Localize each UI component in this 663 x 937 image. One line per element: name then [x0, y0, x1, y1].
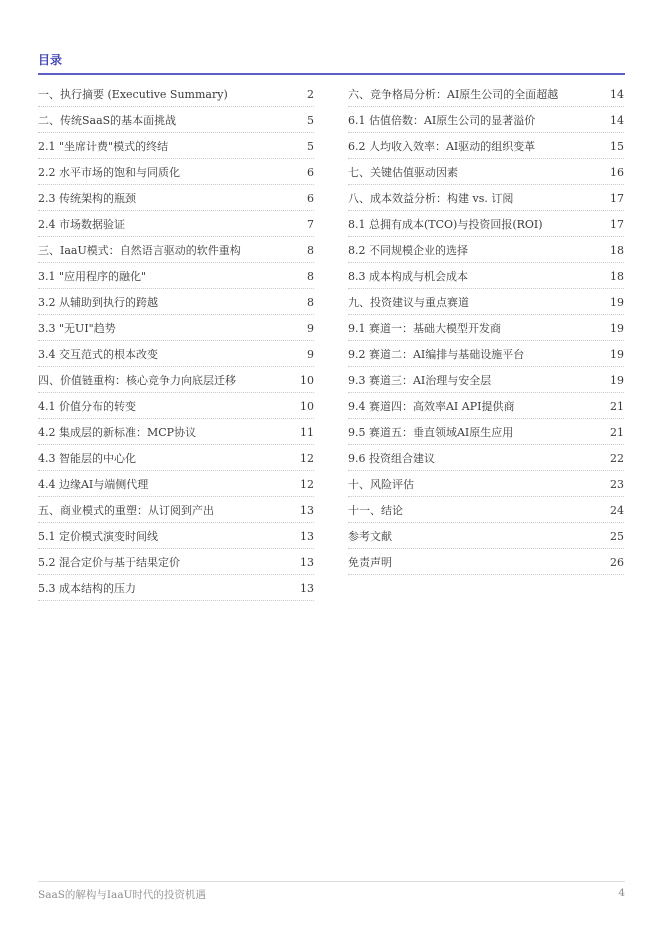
toc-entry-page: 6: [307, 165, 314, 179]
toc-entry-page: 25: [610, 529, 624, 543]
toc-entry[interactable]: [348, 160, 624, 185]
toc-entry-label: 2.4 市场数据验证: [38, 218, 125, 231]
toc-entry[interactable]: [348, 394, 624, 419]
toc-entry-page: 14: [610, 113, 624, 127]
toc-entry-page: 13: [300, 555, 314, 569]
toc-entry-page: 5: [307, 113, 314, 127]
toc-right-column: [348, 82, 624, 576]
footer-page-number: 4: [618, 887, 625, 899]
toc-entry[interactable]: [348, 212, 624, 237]
toc-entry[interactable]: [348, 472, 624, 497]
toc-entry-label: 4.3 智能层的中心化: [38, 452, 136, 465]
toc-entry-page: 17: [610, 191, 624, 205]
toc-entry-page: 23: [610, 477, 624, 491]
toc-entry-label: 9.3 赛道三：AI治理与安全层: [348, 374, 492, 387]
toc-entry[interactable]: [348, 446, 624, 471]
toc-entry[interactable]: [38, 238, 314, 263]
toc-entry-page: 9: [307, 347, 314, 361]
toc-entry-label: 2.2 水平市场的饱和与同质化: [38, 166, 180, 179]
toc-entry[interactable]: [348, 420, 624, 445]
toc-entry[interactable]: [38, 446, 314, 471]
footer-divider: [38, 881, 625, 882]
toc-title-divider: [38, 73, 625, 75]
toc-entry[interactable]: [38, 160, 314, 185]
toc-entry-label: 十、风险评估: [348, 478, 414, 491]
toc-entry[interactable]: [38, 212, 314, 237]
toc-entry-label: 6.2 人均收入效率：AI驱动的组织变革: [348, 140, 536, 153]
toc-entry-page: 18: [610, 243, 624, 257]
toc-entry-label: 八、成本效益分析：构建 vs. 订阅: [348, 192, 514, 205]
toc-entry[interactable]: [348, 264, 624, 289]
toc-entry[interactable]: [38, 134, 314, 159]
toc-entry-page: 9: [307, 321, 314, 335]
toc-entry[interactable]: [38, 186, 314, 211]
toc-entry-page: 24: [610, 503, 624, 517]
toc-entry-label: 2.1 "坐席计费"模式的终结: [38, 140, 169, 153]
toc-entry-label: 9.2 赛道二：AI编排与基础设施平台: [348, 348, 525, 361]
toc-entry-page: 10: [300, 399, 314, 413]
toc-title: 目录: [38, 53, 63, 67]
toc-entry-page: 13: [300, 529, 314, 543]
toc-entry[interactable]: [348, 550, 624, 575]
toc-entry-label: 6.1 估值倍数：AI原生公司的显著溢价: [348, 114, 536, 127]
toc-entry-label: 3.4 交互范式的根本改变: [38, 348, 158, 361]
toc-entry-page: 12: [300, 477, 314, 491]
toc-entry[interactable]: [348, 108, 624, 133]
toc-entry-page: 13: [300, 503, 314, 517]
toc-entry-label: 4.1 价值分布的转变: [38, 400, 136, 413]
toc-entry-label: 9.6 投资组合建议: [348, 452, 435, 465]
toc-entry-page: 8: [307, 243, 314, 257]
toc-entry-label: 2.3 传统架构的瓶颈: [38, 192, 136, 205]
toc-entry-label: 二、传统SaaS的基本面挑战: [38, 114, 177, 127]
toc-entry-label: 十一、结论: [348, 504, 403, 517]
toc-entry-page: 26: [610, 555, 624, 569]
toc-entry-page: 11: [300, 425, 314, 439]
toc-entry[interactable]: [348, 316, 624, 341]
toc-entry-page: 22: [610, 451, 624, 465]
toc-entry-label: 七、关键估值驱动因素: [348, 166, 458, 179]
toc-entry-page: 8: [307, 269, 314, 283]
toc-entry[interactable]: [348, 368, 624, 393]
toc-entry-page: 19: [610, 373, 624, 387]
toc-entry[interactable]: [38, 524, 314, 549]
toc-entry[interactable]: [38, 498, 314, 523]
toc-entry[interactable]: [38, 316, 314, 341]
toc-entry-page: 21: [610, 425, 624, 439]
toc-entry-label: 9.4 赛道四：高效率AI API提供商: [348, 400, 515, 413]
toc-entry-page: 19: [610, 295, 624, 309]
toc-entry-label: 9.5 赛道五：垂直领域AI原生应用: [348, 426, 514, 439]
footer-title: SaaS的解构与IaaU时代的投资机遇: [38, 889, 206, 901]
toc-entry-label: 参考文献: [348, 530, 392, 543]
toc-entry-page: 7: [307, 217, 314, 231]
toc-entry[interactable]: [38, 472, 314, 497]
toc-entry-page: 10: [300, 373, 314, 387]
toc-entry-page: 19: [610, 347, 624, 361]
toc-entry[interactable]: [348, 186, 624, 211]
toc-entry[interactable]: [38, 420, 314, 445]
toc-left-column: [38, 82, 314, 602]
toc-entry-label: 3.3 "无UI"趋势: [38, 322, 116, 335]
toc-entry-label: 5.1 定价模式演变时间线: [38, 530, 158, 543]
toc-entry[interactable]: [348, 82, 624, 107]
toc-entry-page: 14: [610, 87, 624, 101]
toc-entry-page: 5: [307, 139, 314, 153]
toc-entry[interactable]: [38, 342, 314, 367]
toc-entry[interactable]: [38, 108, 314, 133]
toc-entry[interactable]: [348, 342, 624, 367]
toc-entry[interactable]: [38, 394, 314, 419]
toc-entry-label: 5.2 混合定价与基于结果定价: [38, 556, 180, 569]
toc-entry-page: 19: [610, 321, 624, 335]
toc-entry-page: 15: [610, 139, 624, 153]
toc-entry-page: 18: [610, 269, 624, 283]
toc-entry-page: 13: [300, 581, 314, 595]
toc-entry-label: 8.3 成本构成与机会成本: [348, 270, 468, 283]
toc-entry-label: 5.3 成本结构的压力: [38, 582, 136, 595]
toc-entry-page: 8: [307, 295, 314, 309]
toc-entry-label: 9.1 赛道一：基础大模型开发商: [348, 322, 501, 335]
toc-entry-page: 17: [610, 217, 624, 231]
toc-entry[interactable]: [38, 290, 314, 315]
toc-entry-page: 6: [307, 191, 314, 205]
toc-entry-label: 3.2 从辅助到执行的跨越: [38, 296, 158, 309]
toc-entry-page: 12: [300, 451, 314, 465]
toc-entry-page: 16: [610, 165, 624, 179]
toc-entry[interactable]: [38, 82, 314, 107]
toc-entry[interactable]: [38, 550, 314, 575]
toc-entry[interactable]: [348, 238, 624, 263]
toc-entry-label: 4.2 集成层的新标准：MCP协议: [38, 426, 197, 439]
toc-entry-label: 一、执行摘要 (Executive Summary): [38, 88, 228, 101]
toc-entry[interactable]: [38, 264, 314, 289]
toc-entry-page: 21: [610, 399, 624, 413]
toc-entry-label: 免责声明: [348, 556, 392, 569]
toc-entry[interactable]: [348, 134, 624, 159]
toc-entry-label: 六、竞争格局分析：AI原生公司的全面超越: [348, 88, 559, 101]
toc-entry[interactable]: [348, 290, 624, 315]
toc-entry[interactable]: [348, 524, 624, 549]
toc-entry-label: 4.4 边缘AI与端侧代理: [38, 478, 149, 491]
toc-entry-label: 九、投资建议与重点赛道: [348, 296, 469, 309]
toc-entry[interactable]: [38, 368, 314, 393]
toc-entry-label: 五、商业模式的重塑：从订阅到产出: [38, 504, 214, 517]
toc-entry-label: 8.1 总拥有成本(TCO)与投资回报(ROI): [348, 218, 543, 231]
toc-entry[interactable]: [38, 576, 314, 601]
toc-entry-page: 2: [307, 87, 314, 101]
toc-entry-label: 三、IaaU模式：自然语言驱动的软件重构: [38, 244, 241, 257]
toc-entry-label: 8.2 不同规模企业的选择: [348, 244, 468, 257]
toc-entry[interactable]: [348, 498, 624, 523]
toc-entry-label: 3.1 "应用程序的融化": [38, 270, 147, 283]
toc-entry-label: 四、价值链重构：核心竞争力向底层迁移: [38, 374, 236, 387]
